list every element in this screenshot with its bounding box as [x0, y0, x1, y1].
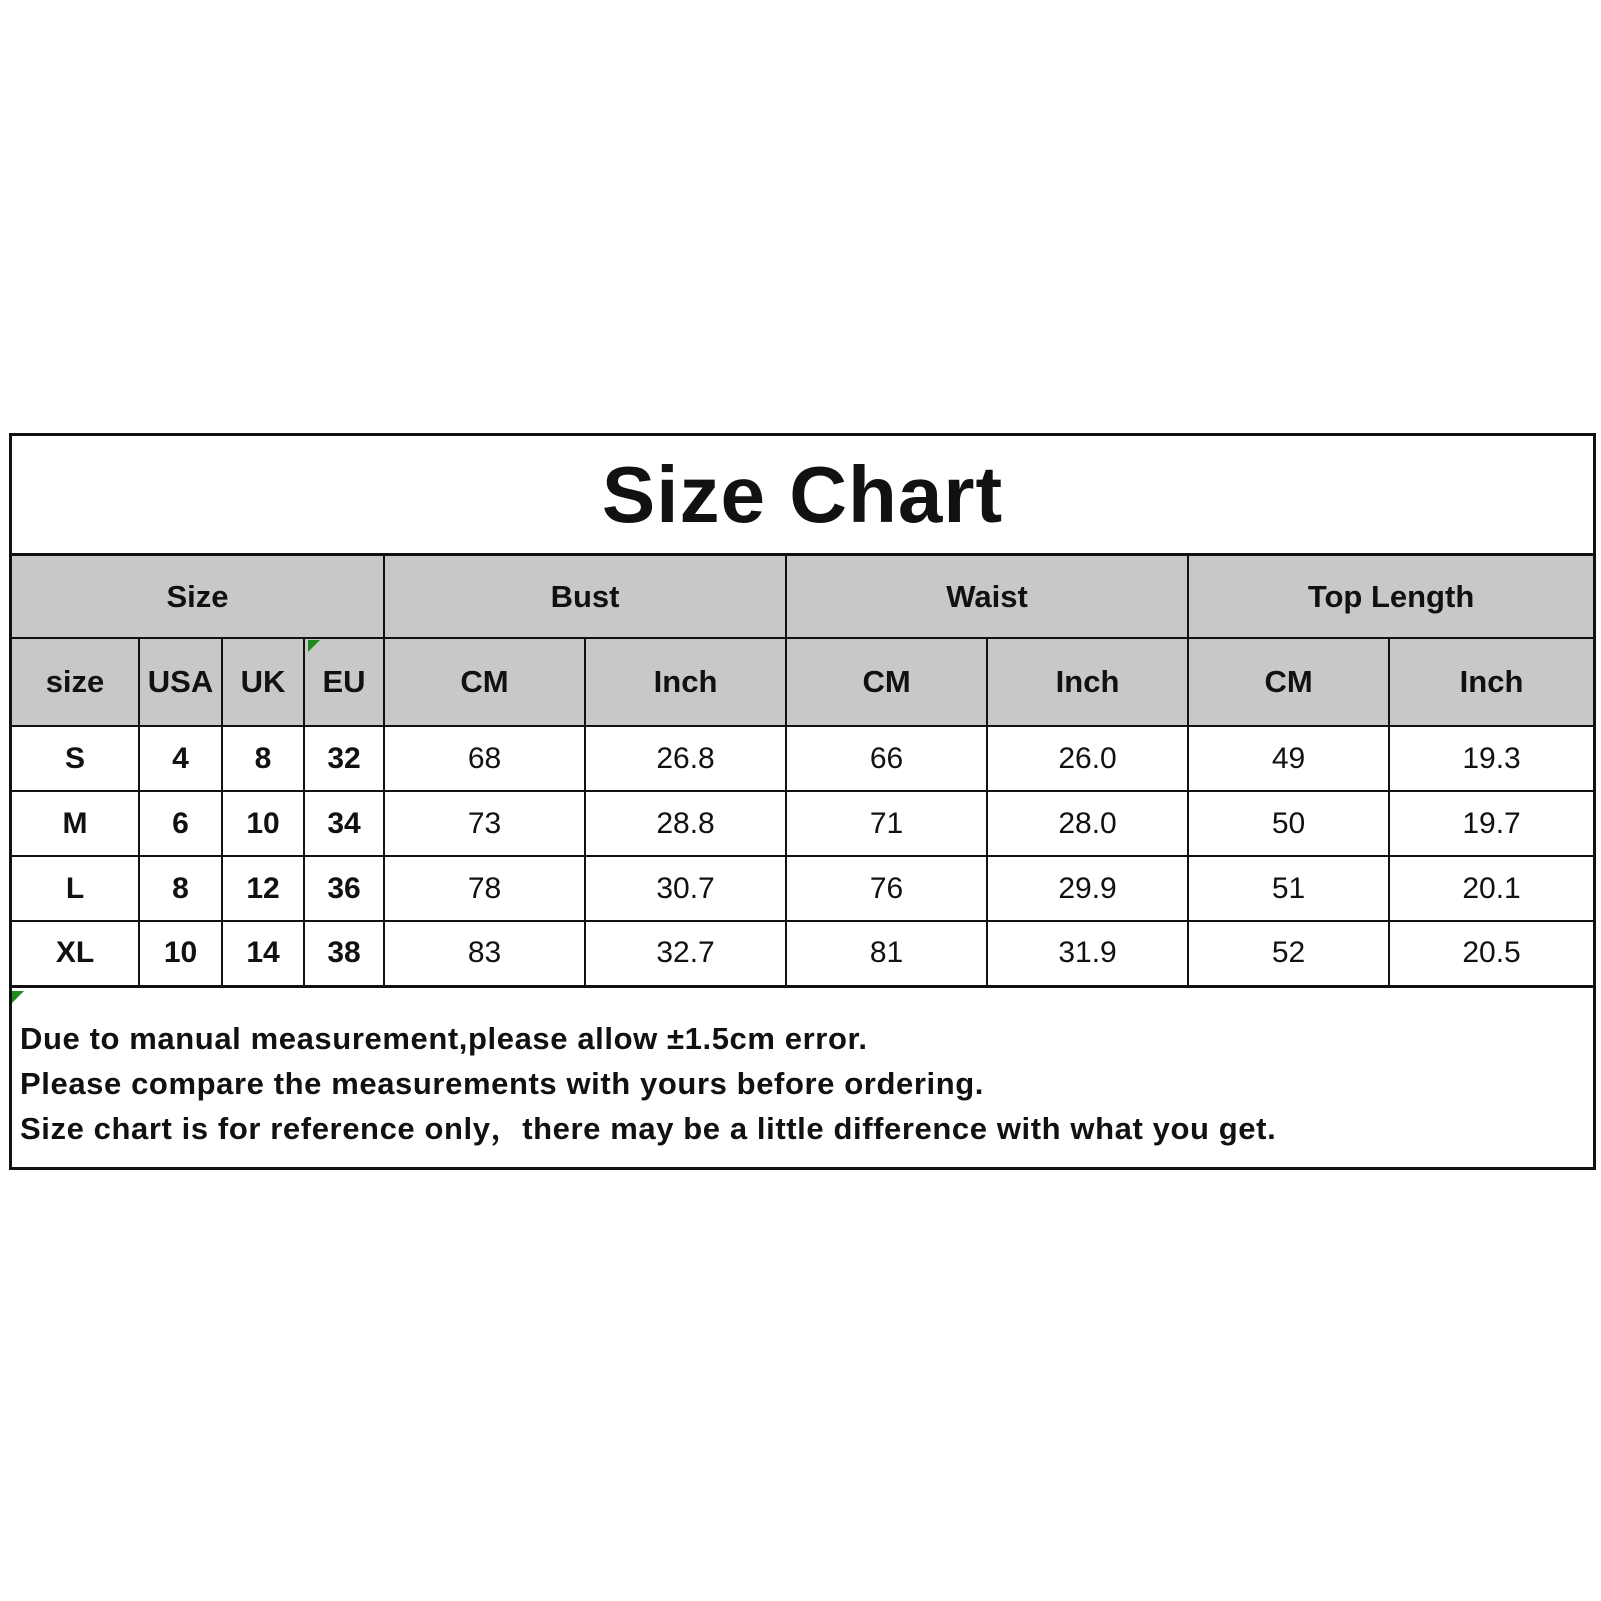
group-waist: Waist — [786, 556, 1188, 638]
cell-bust-cm: 68 — [384, 726, 585, 791]
cell-size: M — [12, 791, 139, 856]
cell-eu: 34 — [304, 791, 384, 856]
cell-size: XL — [12, 921, 139, 986]
note-line: Please compare the measurements with yours before ordering. — [20, 1066, 984, 1101]
cell-eu: 36 — [304, 856, 384, 921]
table-row — [12, 791, 1593, 856]
size-table — [12, 556, 1593, 988]
cell-usa: 8 — [139, 856, 222, 921]
subheader-bust-cm: CM — [384, 638, 585, 726]
subheader-waist-inch: Inch — [987, 638, 1188, 726]
cell-eu: 32 — [304, 726, 384, 791]
cell-comment-marker — [308, 640, 320, 652]
table-row — [12, 921, 1593, 986]
page-title: Size Chart — [601, 449, 1004, 539]
cell-uk: 14 — [222, 921, 304, 986]
cell-waist-inch: 29.9 — [987, 856, 1188, 921]
note-line: Due to manual measurement,please allow ±1.5cm error. — [20, 1021, 868, 1056]
cell-eu: 38 — [304, 921, 384, 986]
cell-waist-inch: 28.0 — [987, 791, 1188, 856]
cell-bust-cm: 83 — [384, 921, 585, 986]
sub-header-row — [12, 638, 1593, 726]
cell-usa: 10 — [139, 921, 222, 986]
cell-length-inch: 20.1 — [1389, 856, 1593, 921]
cell-length-cm: 52 — [1188, 921, 1389, 986]
note-line: Size chart is for reference only，there may be a little difference with what you get. — [20, 1111, 1277, 1146]
cell-bust-inch: 28.8 — [585, 791, 786, 856]
group-header-row — [12, 556, 1593, 638]
subheader-usa: USA — [139, 638, 222, 726]
cell-uk: 12 — [222, 856, 304, 921]
subheader-uk: UK — [222, 638, 304, 726]
group-top-length: Top Length — [1188, 556, 1593, 638]
cell-usa: 4 — [139, 726, 222, 791]
cell-usa: 6 — [139, 791, 222, 856]
cell-length-cm: 50 — [1188, 791, 1389, 856]
cell-waist-cm: 81 — [786, 921, 987, 986]
subheader-waist-cm: CM — [786, 638, 987, 726]
cell-waist-cm: 71 — [786, 791, 987, 856]
cell-length-cm: 49 — [1188, 726, 1389, 791]
cell-uk: 8 — [222, 726, 304, 791]
cell-waist-cm: 76 — [786, 856, 987, 921]
group-bust: Bust — [384, 556, 786, 638]
notes-block — [20, 1016, 1580, 1151]
cell-bust-inch: 32.7 — [585, 921, 786, 986]
cell-bust-inch: 30.7 — [585, 856, 786, 921]
subheader-eu: EU — [304, 638, 384, 726]
cell-waist-inch: 31.9 — [987, 921, 1188, 986]
cell-size: L — [12, 856, 139, 921]
cell-uk: 10 — [222, 791, 304, 856]
title-row — [12, 436, 1593, 556]
subheader-length-cm: CM — [1188, 638, 1389, 726]
cell-size: S — [12, 726, 139, 791]
cell-bust-cm: 73 — [384, 791, 585, 856]
subheader-length-inch: Inch — [1389, 638, 1593, 726]
cell-comment-marker — [12, 991, 24, 1003]
cell-waist-cm: 66 — [786, 726, 987, 791]
cell-bust-inch: 26.8 — [585, 726, 786, 791]
cell-length-inch: 20.5 — [1389, 921, 1593, 986]
size-chart-frame — [9, 433, 1596, 1170]
cell-waist-inch: 26.0 — [987, 726, 1188, 791]
group-size: Size — [12, 556, 384, 638]
cell-length-inch: 19.3 — [1389, 726, 1593, 791]
table-row — [12, 856, 1593, 921]
table-row — [12, 726, 1593, 791]
cell-length-inch: 19.7 — [1389, 791, 1593, 856]
subheader-bust-inch: Inch — [585, 638, 786, 726]
subheader-size: size — [12, 638, 139, 726]
cell-bust-cm: 78 — [384, 856, 585, 921]
cell-length-cm: 51 — [1188, 856, 1389, 921]
